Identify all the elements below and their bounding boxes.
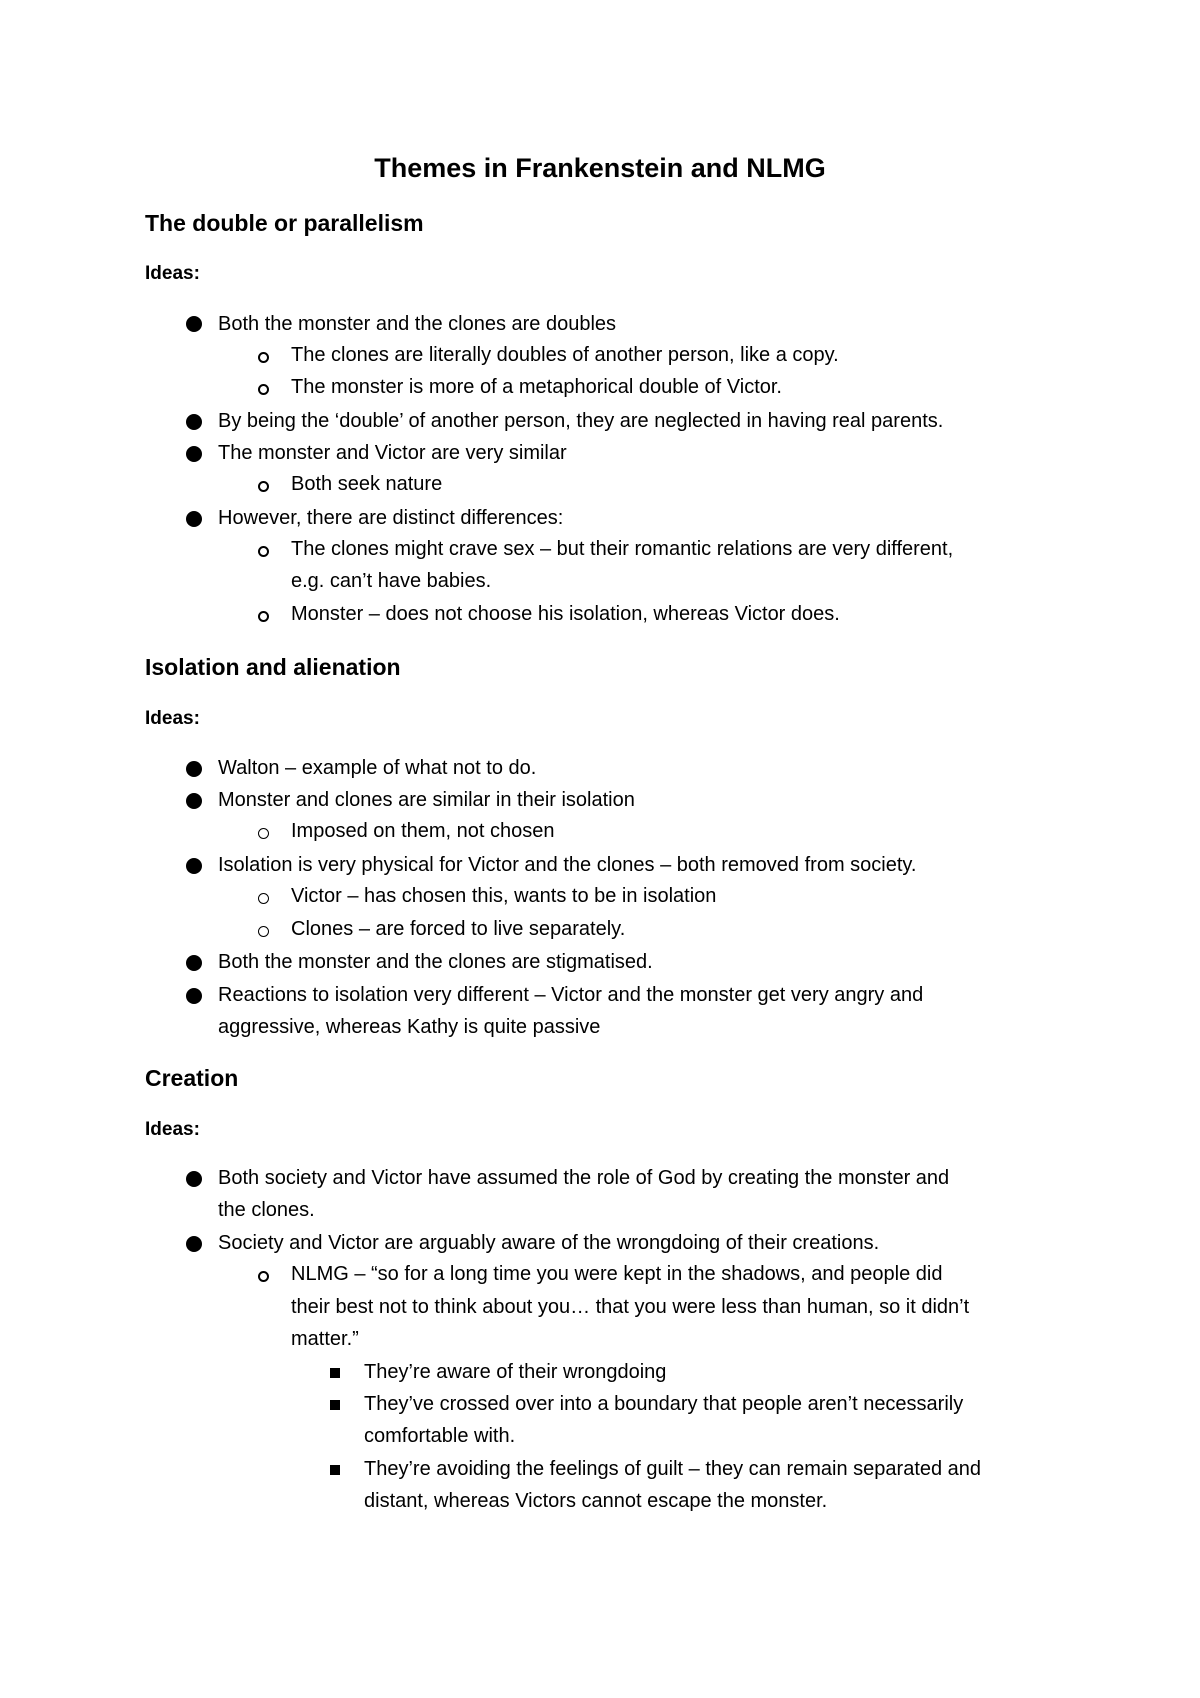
list-item: Reactions to isolation very different – Victor and the monster get very angry and bbox=[218, 984, 924, 1006]
sub-bullet-icon bbox=[258, 352, 269, 363]
section-heading-isolation: Isolation and alienation bbox=[145, 654, 401, 680]
list-item: The monster is more of a metaphorical double of Victor. bbox=[291, 376, 782, 398]
list-item: The clones might crave sex – but their romantic relations are very different, bbox=[291, 538, 954, 560]
list-item: Imposed on them, not chosen bbox=[291, 820, 555, 842]
ideas-label: Ideas: bbox=[145, 263, 200, 284]
ideas-label: Ideas: bbox=[145, 708, 200, 729]
bullet-icon bbox=[186, 955, 202, 971]
list-item: By being the ‘double’ of another person, they are neglected in having real parents. bbox=[218, 410, 944, 432]
list-item: Walton – example of what not to do. bbox=[218, 757, 537, 779]
list-item: Clones – are forced to live separately. bbox=[291, 918, 626, 940]
list-item-continuation: distant, whereas Victors cannot escape the monster. bbox=[364, 1490, 828, 1512]
list-item: Isolation is very physical for Victor and the clones – both removed from society. bbox=[218, 854, 917, 876]
list-item-continuation: comfortable with. bbox=[364, 1425, 516, 1447]
square-bullet-icon bbox=[330, 1400, 340, 1410]
bullet-icon bbox=[186, 1236, 202, 1252]
list-item: The clones are literally doubles of another person, like a copy. bbox=[291, 344, 839, 366]
list-item: Both society and Victor have assumed the role of God by creating the monster and bbox=[218, 1167, 950, 1189]
bullet-icon bbox=[186, 858, 202, 874]
list-item: NLMG – “so for a long time you were kept in the shadows, and people did bbox=[291, 1263, 943, 1285]
list-item: Society and Victor are arguably aware of the wrongdoing of their creations. bbox=[218, 1232, 880, 1254]
list-item: They’re aware of their wrongdoing bbox=[364, 1361, 667, 1383]
sub-bullet-icon bbox=[258, 384, 269, 395]
bullet-icon bbox=[186, 761, 202, 777]
list-item-continuation: their best not to think about you… that you were less than human, so it didn’t bbox=[291, 1296, 970, 1318]
list-item-continuation: the clones. bbox=[218, 1199, 315, 1221]
sub-bullet-icon bbox=[258, 926, 269, 937]
list-item: However, there are distinct differences: bbox=[218, 507, 564, 529]
bullet-icon bbox=[186, 793, 202, 809]
section-heading-creation: Creation bbox=[145, 1065, 239, 1091]
bullet-icon bbox=[186, 511, 202, 527]
section-heading-double: The double or parallelism bbox=[145, 210, 424, 236]
sub-bullet-icon bbox=[258, 1271, 269, 1282]
sub-bullet-icon bbox=[258, 893, 269, 904]
list-item: Victor – has chosen this, wants to be in isolation bbox=[291, 885, 717, 907]
list-item: The monster and Victor are very similar bbox=[218, 442, 567, 464]
list-item: Monster and clones are similar in their isolation bbox=[218, 789, 635, 811]
bullet-icon bbox=[186, 988, 202, 1004]
bullet-icon bbox=[186, 414, 202, 430]
bullet-icon bbox=[186, 446, 202, 462]
list-item: Both seek nature bbox=[291, 473, 443, 495]
bullet-icon bbox=[186, 1171, 202, 1187]
list-item: Both the monster and the clones are doubles bbox=[218, 313, 617, 335]
square-bullet-icon bbox=[330, 1368, 340, 1378]
bullet-icon bbox=[186, 316, 202, 332]
sub-bullet-icon bbox=[258, 828, 269, 839]
list-item-continuation: e.g. can’t have babies. bbox=[291, 570, 492, 592]
list-item: Monster – does not choose his isolation, whereas Victor does. bbox=[291, 603, 840, 625]
document-title: Themes in Frankenstein and NLMG bbox=[374, 153, 826, 183]
list-item: They’ve crossed over into a boundary that people aren’t necessarily bbox=[364, 1393, 964, 1415]
sub-bullet-icon bbox=[258, 546, 269, 557]
list-item: They’re avoiding the feelings of guilt – they can remain separated and bbox=[364, 1458, 982, 1480]
list-item-continuation: aggressive, whereas Kathy is quite passive bbox=[218, 1016, 601, 1038]
ideas-label: Ideas: bbox=[145, 1119, 200, 1140]
list-item-continuation: matter.” bbox=[291, 1328, 359, 1350]
square-bullet-icon bbox=[330, 1465, 340, 1475]
list-item: Both the monster and the clones are stigmatised. bbox=[218, 951, 653, 973]
sub-bullet-icon bbox=[258, 481, 269, 492]
sub-bullet-icon bbox=[258, 611, 269, 622]
